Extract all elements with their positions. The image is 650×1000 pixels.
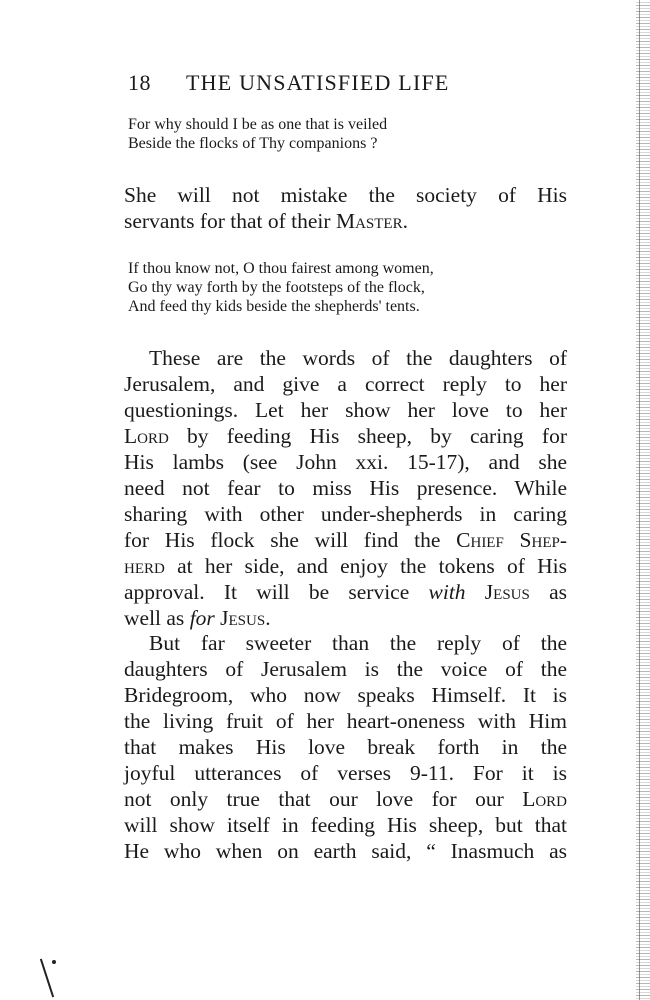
text-span: approval. It will be service [124, 580, 429, 604]
text-line: daughters of Jerusalem is the voice of the [124, 657, 567, 681]
text-line: His lambs (see John xxi. 15-17), and she [124, 450, 567, 474]
verse-line: Go thy way forth by the footsteps of the flock, [128, 279, 425, 296]
text-line: joyful utterances of verses 9-11. For it is [124, 761, 567, 785]
text-span: at her side, and enjoy the tokens of His [164, 554, 567, 578]
stray-mark [40, 959, 54, 998]
paragraph-1 [124, 182, 567, 234]
small-caps-lord: Lord [124, 424, 169, 448]
text-line [124, 527, 567, 553]
verse-line: And feed thy kids beside the shepherds' tents. [128, 298, 420, 315]
text-span: . [402, 209, 408, 233]
paragraph-2 [124, 345, 567, 631]
text-line: Jerusalem, and give a correct reply to her [124, 372, 567, 396]
text-span: as [529, 580, 567, 604]
text-line [124, 605, 567, 631]
verse-line: For why should I be as one that is veiled [128, 116, 388, 133]
text-line: She will not mistake the society of His [124, 183, 567, 207]
text-line: Bridegroom, who now speaks Himself. It is [124, 683, 567, 707]
text-line [124, 423, 567, 449]
small-caps-jesus: Jesus [220, 606, 266, 630]
text-span: . [265, 606, 271, 630]
small-caps-master: Master [335, 209, 403, 233]
verse-quote-1 [128, 115, 568, 153]
text-line: questionings. Let her show her love to her [124, 398, 567, 422]
text-line [124, 553, 567, 579]
page-edge-line [639, 0, 640, 1000]
text-line: will show itself in feeding His sheep, but that [124, 813, 567, 837]
text-line: These are the words of the daughters of [149, 346, 567, 370]
verse-line: If thou know not, O thou fairest among women, [128, 260, 434, 277]
text-line: He who when on earth said, “ Inasmuch as [124, 839, 567, 863]
small-caps-lord: Lord [522, 787, 567, 811]
small-caps-chief-shepherd: Chief Shep- [456, 528, 567, 552]
running-title: THE UNSATISFIED LIFE [186, 70, 450, 95]
text-span: well as [124, 606, 190, 630]
italic-for: for [189, 606, 215, 630]
page-header [128, 70, 568, 96]
small-caps-jesus: Jesus [484, 580, 530, 604]
paragraph-3 [124, 630, 567, 864]
text-span [466, 580, 485, 604]
italic-with: with [428, 580, 466, 604]
text-line: But far sweeter than the reply of the [149, 631, 567, 655]
text-line: the living fruit of her heart-oneness with Him [124, 709, 567, 733]
text-line [124, 579, 567, 605]
text-line [124, 208, 567, 234]
text-line [124, 786, 567, 812]
text-line: sharing with other under-shepherds in caring [124, 502, 567, 526]
verse-quote-2 [128, 259, 568, 316]
text-span: servants for that of their [124, 209, 336, 233]
small-caps-herd: herd [124, 554, 165, 578]
text-line: that makes His love break forth in the [124, 735, 567, 759]
text-span: not only true that our love for our [124, 787, 523, 811]
verse-line: Beside the flocks of Thy companions ? [128, 135, 378, 152]
text-span: for His flock she will find the [124, 528, 457, 552]
text-line: need not fear to miss His presence. While [124, 476, 567, 500]
stray-mark-dot [52, 960, 56, 964]
page-number: 18 [128, 70, 151, 95]
text-span: by feeding His sheep, by caring for [168, 424, 567, 448]
